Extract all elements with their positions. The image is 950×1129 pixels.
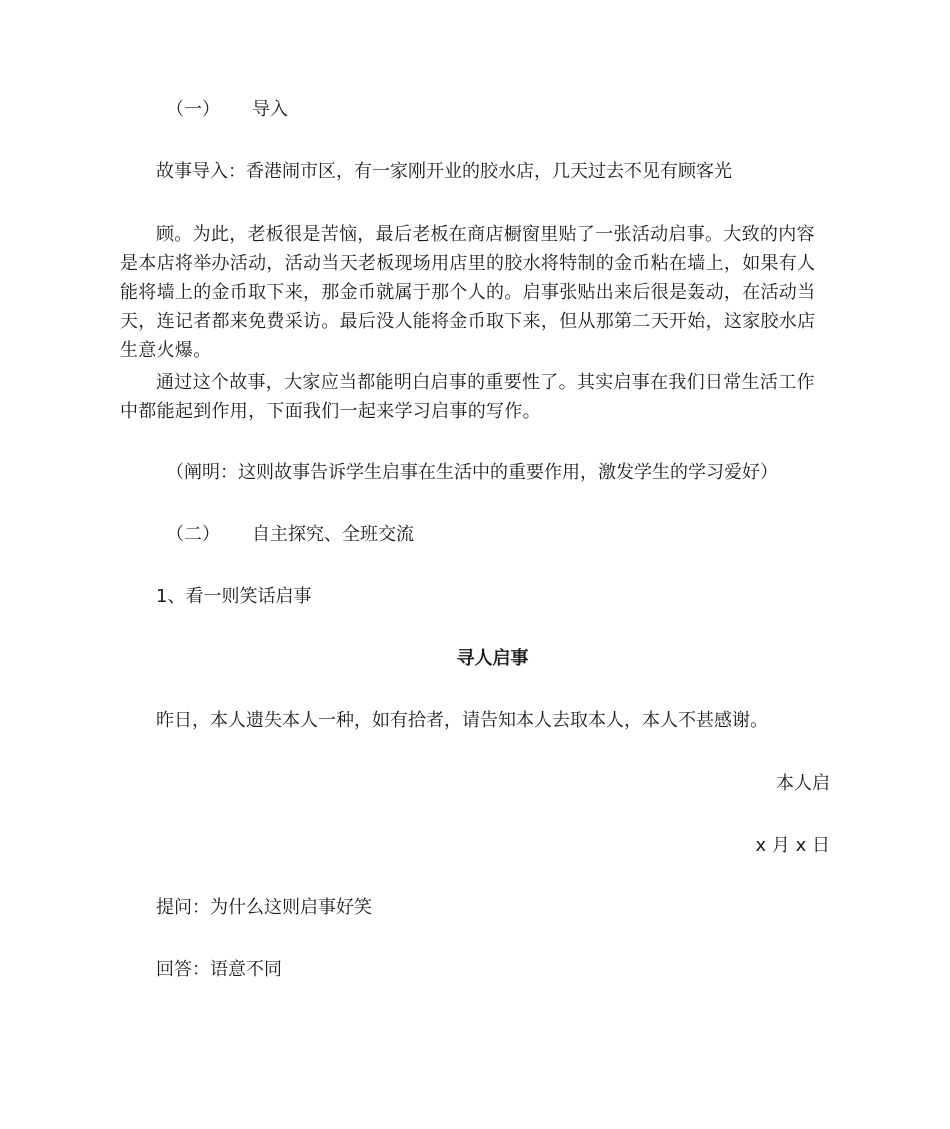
notice-title: 寻人启事 (456, 648, 529, 669)
section-title: 自主探究、全班交流 (252, 524, 414, 545)
section-title: 导入 (252, 99, 288, 120)
list-item-1: 1、看一则笑话启事 (156, 586, 312, 607)
story-intro-line: 故事导入：香港闹市区，有一家刚开业的胶水店，几天过去不见有顾客光 (156, 161, 732, 182)
explanation-note: （阐明：这则故事告诉学生启事在生活中的重要作用，激发学生的学习爱好） (166, 462, 778, 483)
transition-paragraph: 通过这个故事，大家应当都能明白启事的重要性了。其实启事在我们日常生活工作中都能起到作用，下面我们一起来学习启事的写作。 (120, 372, 815, 422)
section-number: （一） (166, 99, 220, 120)
section-heading-explore (166, 520, 878, 549)
story-body-paragraph: 顾。为此，老板很是苦恼，最后老板在商店橱窗里贴了一张活动启事。大致的内容是本店将举办活动，活动当天老板现场用店里的胶水将特制的金币粘在墙上，如果有人能将墙上的金币取下来，那金币就属于那个人的。启事张贴出来后很是轰动，在活动当天，连记者都来免费采访。最后没人能将金币取下来，但从那第二天开始，这家胶水店生意火爆。 (120, 224, 816, 361)
question-line: 提问：为什么这则启事好笑 (156, 897, 372, 918)
section-number: （二） (166, 524, 220, 545)
answer-line: 回答：语意不同 (156, 959, 282, 980)
section-heading-intro (166, 95, 878, 124)
notice-body: 昨日，本人遗失本人一种，如有拾者，请告知本人去取本人，本人不甚感谢。 (156, 710, 768, 731)
notice-date: x 月 x 日 (755, 835, 830, 856)
notice-signature: 本人启 (776, 773, 830, 794)
